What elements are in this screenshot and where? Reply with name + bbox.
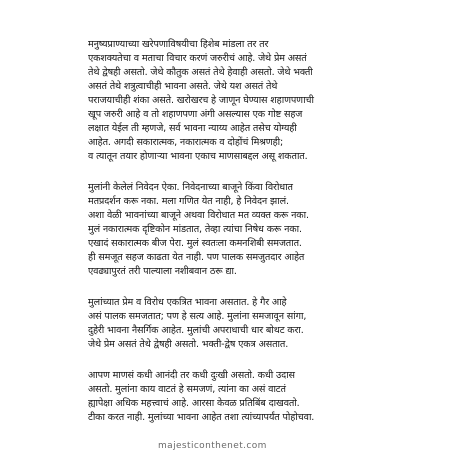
text-line: तेथे द्वेषही असतो. जेथे कौतुक असतं तेथे हेवाही असतो. जेथे भक्ती xyxy=(88,67,313,78)
paragraph-3 xyxy=(88,296,416,352)
text-line: जेथे प्रेम असतं तेथे द्वेषही असतो. भक्ती-द्वेष एकत्र असतात. xyxy=(88,339,289,350)
text-line: लक्षात येईल ती म्हणजे, सर्व भावना न्याय्य आहेत तसेच योग्यही xyxy=(88,123,297,134)
text-line: मुलांनी केलेलं निवेदन ऐका. निवेदनाच्या बाजूने किंवा विरोधात xyxy=(88,182,293,193)
text-line: असतं तेथे शत्रुत्वाचीही भावना असते. जेथे यश असतं तेथे xyxy=(88,81,278,92)
text-line: खूप जरुरी आहे व तो शहाणपणा अंगी असल्यास एक गोष्ट सहज xyxy=(88,109,303,120)
paragraph-4 xyxy=(88,369,416,425)
text-line: एवढ्यापुरतं तरी पाल्याला नशीबवान ठरू द्या. xyxy=(88,266,237,277)
text-line: असतो. मुलांना काय वाटतं हे समजणं, त्यांना का असं वाटतं xyxy=(88,384,286,395)
text-line: पराजयाचीही शंका असते. खरोखरच हे जाणून घेण्यास शहाणपणाची xyxy=(88,95,314,106)
text-line: आपण माणसं कधी आनंदी तर कधी दुःखी असतो. कधी उदास xyxy=(88,370,295,381)
text-line: टीका करत नाही. मुलांच्या भावना आहेत तशा त्यांच्यापर्यंत पोहोचवा. xyxy=(88,412,315,423)
site-watermark: majesticonthenet.com xyxy=(158,441,267,451)
text-line: ही समजूत सहज काढता येत नाही. पण पालक समजुतदार आहेत xyxy=(88,252,305,263)
text-line: आहेत. अगदी सकारात्मक, नकारात्मक व दोहोंचं मिश्रणही; xyxy=(88,137,284,148)
text-line: मतप्रदर्शन करू नका. मला गणित येत नाही, हे निवेदन झालं. xyxy=(88,196,289,207)
paragraph-2 xyxy=(88,181,416,279)
text-line: मनुष्यप्राण्याच्या खरेपणाविषयीचा हिशेब मांडला तर तर xyxy=(88,39,269,50)
text-line: एकशक्यतेचा व मताचा विचार करणं जरुरीचं आहे. जेथे प्रेम असतं xyxy=(88,53,307,64)
paragraph-1 xyxy=(88,38,416,164)
text-line: अशा वेळी भावनांच्या बाजूने अथवा विरोधात मत व्यक्त करू नका. xyxy=(88,210,309,221)
text-line: असं पालक समजतात; पण हे सत्य आहे. मुलांना समजावून सांगा, xyxy=(88,311,307,322)
text-line: एखादं सकारात्मक बीज पेरा. मुलं स्वतःला कमनशिबी समजतात. xyxy=(88,238,302,249)
text-line: ह्यापेक्षा अधिक महत्त्वाचं आहे. आरसा केवळ प्रतिबिंब दाखवतो. xyxy=(88,398,300,409)
text-line: व त्यातून तयार होणाऱ्या भावना एकाच माणसाबद्दल असू शकतात. xyxy=(88,151,308,162)
document-body xyxy=(88,38,416,442)
text-line: दुहेरी भावना नैसर्गिक आहेत. मुलांची अपराधाची धार बोथट करा. xyxy=(88,325,304,336)
text-line: मुलं नकारात्मक दृष्टिकोन मांडतात, तेव्हा त्यांचा निषेध करू नका. xyxy=(88,224,302,235)
text-line: मुलांच्यात प्रेम व विरोध एकत्रित भावना असतात. हे गैर आहे xyxy=(88,297,287,308)
